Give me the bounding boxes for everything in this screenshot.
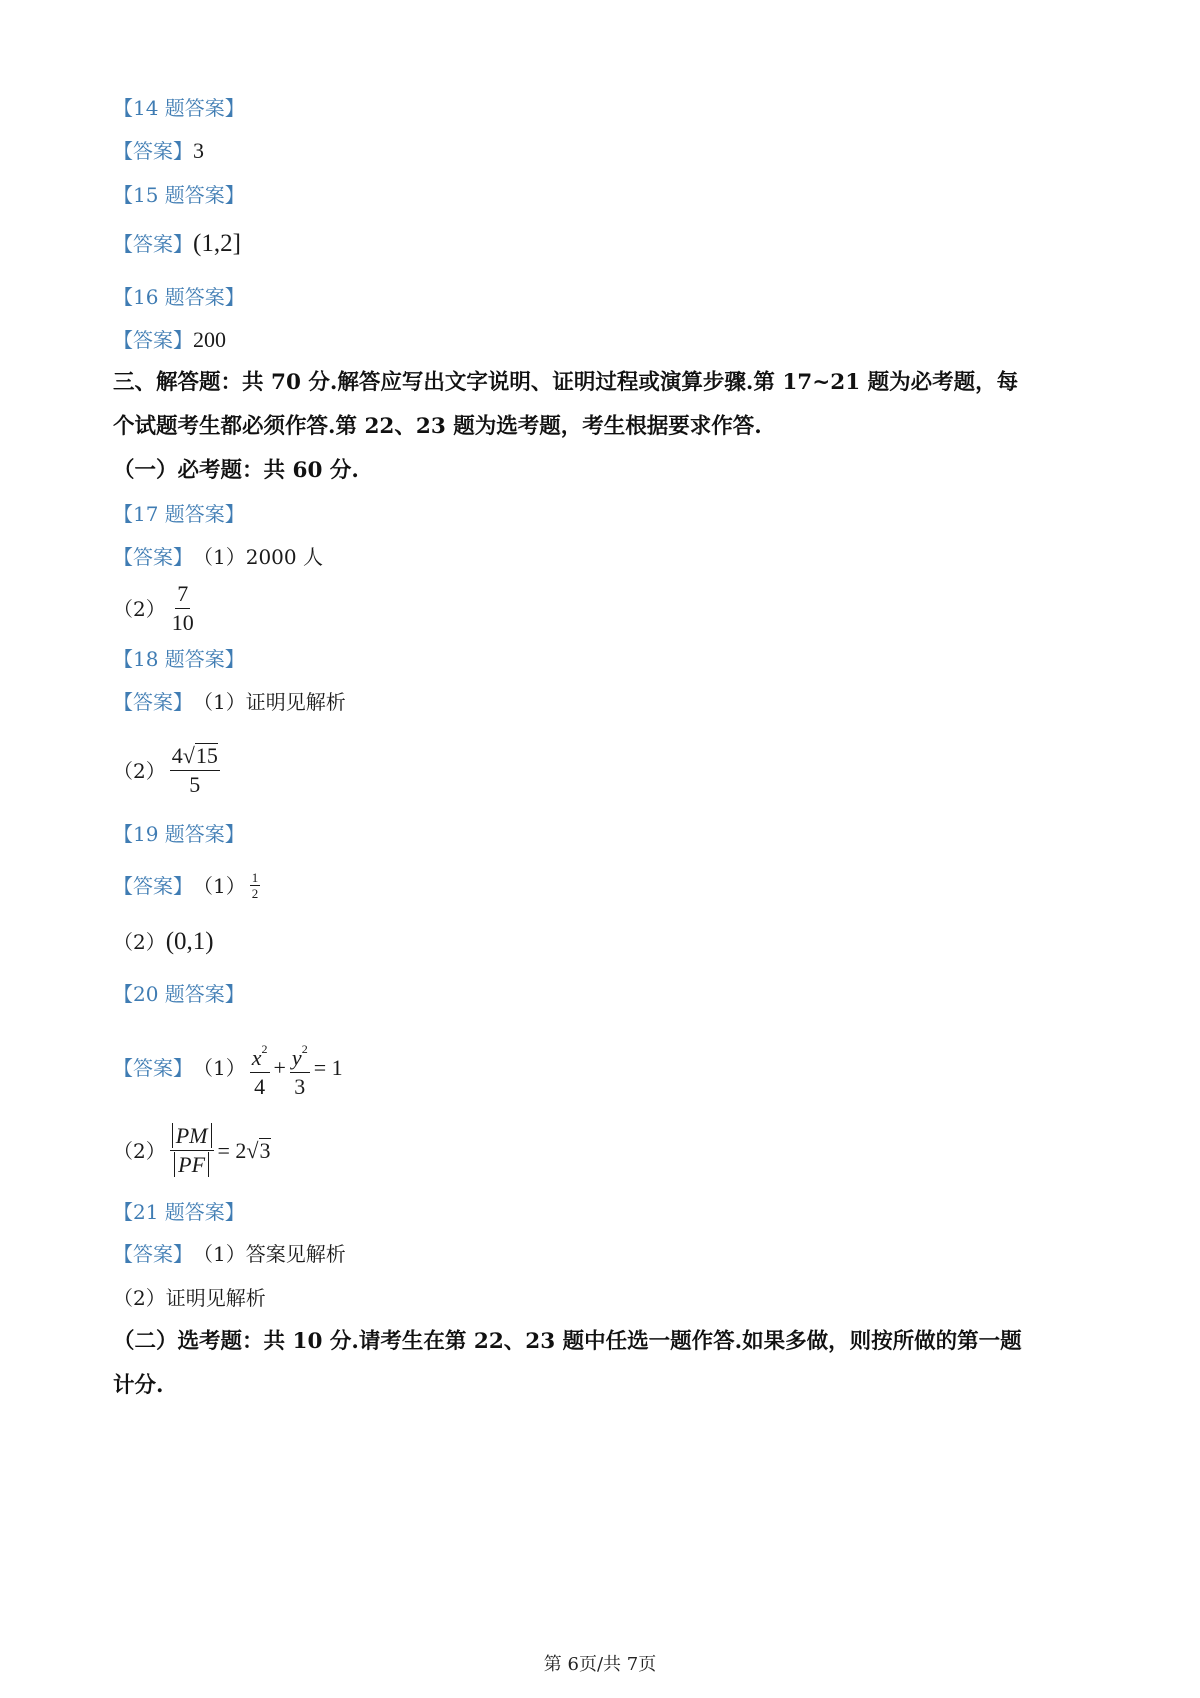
q15-header-label: 【15 题答案】	[113, 183, 245, 207]
q14-header-label: 【14 题答案】	[113, 96, 245, 120]
q18-header	[113, 645, 245, 673]
fraction-denominator: 4	[254, 1074, 266, 1099]
q19-part2-row	[113, 928, 214, 956]
q20-answer-row	[113, 1035, 343, 1101]
answer-tag: 【答案】	[113, 328, 193, 352]
q19-header-label: 【19 题答案】	[113, 822, 245, 846]
fraction-denominator	[172, 1151, 211, 1179]
q20-header	[113, 980, 245, 1008]
q17-header	[113, 500, 245, 528]
answer-tag: 【答案】	[113, 1056, 193, 1080]
q19-part1-label: （1）	[193, 873, 246, 898]
q20-part1-rhs: = 1	[313, 1055, 343, 1080]
q21-header	[113, 1198, 245, 1226]
q21-part2: （2）证明见解析	[113, 1286, 266, 1310]
q20-y-fraction	[290, 1035, 310, 1101]
q14-answer: 3	[193, 138, 204, 163]
abs-pf: PF	[174, 1152, 209, 1177]
radical-sign: √	[182, 743, 195, 768]
fraction-numerator	[170, 742, 220, 771]
q18-part2-label: （2）	[113, 758, 166, 783]
q17-header-label: 【17 题答案】	[113, 502, 245, 526]
fraction-denominator: 3	[294, 1074, 306, 1099]
answer-tag: 【答案】	[113, 139, 193, 163]
radical-sign: √	[246, 1138, 259, 1163]
answer-tag: 【答案】	[113, 1242, 193, 1266]
q18-part2-fraction	[170, 742, 220, 799]
q15-header	[113, 181, 245, 209]
q17-answer-row	[113, 543, 323, 571]
q21-header-label: 【21 题答案】	[113, 1200, 245, 1224]
fraction-denominator: 2	[251, 886, 259, 901]
q19-part1-fraction	[250, 870, 261, 901]
fraction-numerator: $y^2$	[290, 1035, 310, 1073]
q16-header	[113, 283, 245, 311]
sqrt-expression	[246, 1138, 270, 1163]
radicand: 3	[259, 1138, 271, 1163]
q20-part2-label: （2）	[113, 1138, 166, 1163]
q18-part1: （1）证明见解析	[193, 690, 346, 714]
subsection-optional-line1: （二）选考题：共 10 分.请考生在第 22、23 题中任选一题作答.如果多做，则按所做的第一题	[113, 1329, 1022, 1354]
q20-part2-row	[113, 1122, 271, 1179]
sqrt-expression	[183, 743, 218, 768]
q19-part2-label: （2）	[113, 930, 166, 954]
q19-answer-row	[113, 870, 264, 901]
var-y: y	[291, 1045, 302, 1070]
fraction-denominator: 10	[171, 610, 194, 635]
radicand: 15	[195, 743, 218, 768]
coefficient: 4	[171, 743, 183, 768]
q16-answer-row	[113, 326, 226, 354]
q14-answer-row	[113, 137, 204, 165]
q20-part2-fraction	[170, 1122, 214, 1179]
q15-answer-row	[113, 230, 241, 258]
abs-pm: PM	[172, 1123, 212, 1148]
fraction-numerator: $x^2$	[250, 1035, 270, 1073]
q21-answer-row	[113, 1240, 346, 1268]
answer-tag: 【答案】	[113, 873, 193, 898]
q21-part1: （1）答案见解析	[193, 1242, 346, 1266]
q18-answer-row	[113, 688, 346, 716]
q17-part2-row	[113, 580, 200, 637]
subsection-required: （一）必考题：共 60 分.	[113, 458, 359, 483]
q17-part2-label: （2）	[113, 596, 166, 621]
section-3-heading-line1: 三、解答题：共 70 分.解答应写出文字说明、证明过程或演算步骤.第 17~21 题为必考题，每	[113, 370, 1019, 395]
section-3-heading-line2: 个试题考生都必须作答.第 22、23 题为选考题，考生根据要求作答.	[113, 414, 762, 439]
fraction-numerator: 1	[251, 870, 259, 885]
q19-header	[113, 820, 245, 848]
q21-part2-row	[113, 1284, 266, 1312]
answer-tag: 【答案】	[113, 545, 193, 569]
q20-part2-eq: = 2	[217, 1137, 247, 1163]
fraction-numerator	[170, 1122, 214, 1151]
q20-x-fraction	[250, 1035, 270, 1101]
q15-answer: (1,2]	[193, 230, 241, 257]
q20-header-label: 【20 题答案】	[113, 982, 245, 1006]
fraction-numerator: 7	[175, 580, 190, 609]
answer-tag: 【答案】	[113, 690, 193, 714]
q17-part2-fraction	[170, 580, 196, 637]
q20-part1-label: （1）	[193, 1056, 246, 1080]
subsection-optional-line2: 计分.	[113, 1373, 164, 1398]
q16-header-label: 【16 题答案】	[113, 285, 245, 309]
q14-header	[113, 94, 245, 122]
page-footer: 第 6页/共 7页	[543, 1654, 657, 1675]
q18-header-label: 【18 题答案】	[113, 647, 245, 671]
q17-part1: （1）2000 人	[193, 545, 323, 569]
fraction-denominator: 5	[189, 772, 201, 797]
plus-sign: +	[273, 1055, 286, 1080]
answer-tag: 【答案】	[113, 232, 193, 256]
q16-answer: 200	[193, 327, 226, 352]
q19-part2-value: (0,1)	[165, 928, 214, 955]
var-x: x	[251, 1045, 262, 1070]
q18-part2-row	[113, 742, 224, 799]
